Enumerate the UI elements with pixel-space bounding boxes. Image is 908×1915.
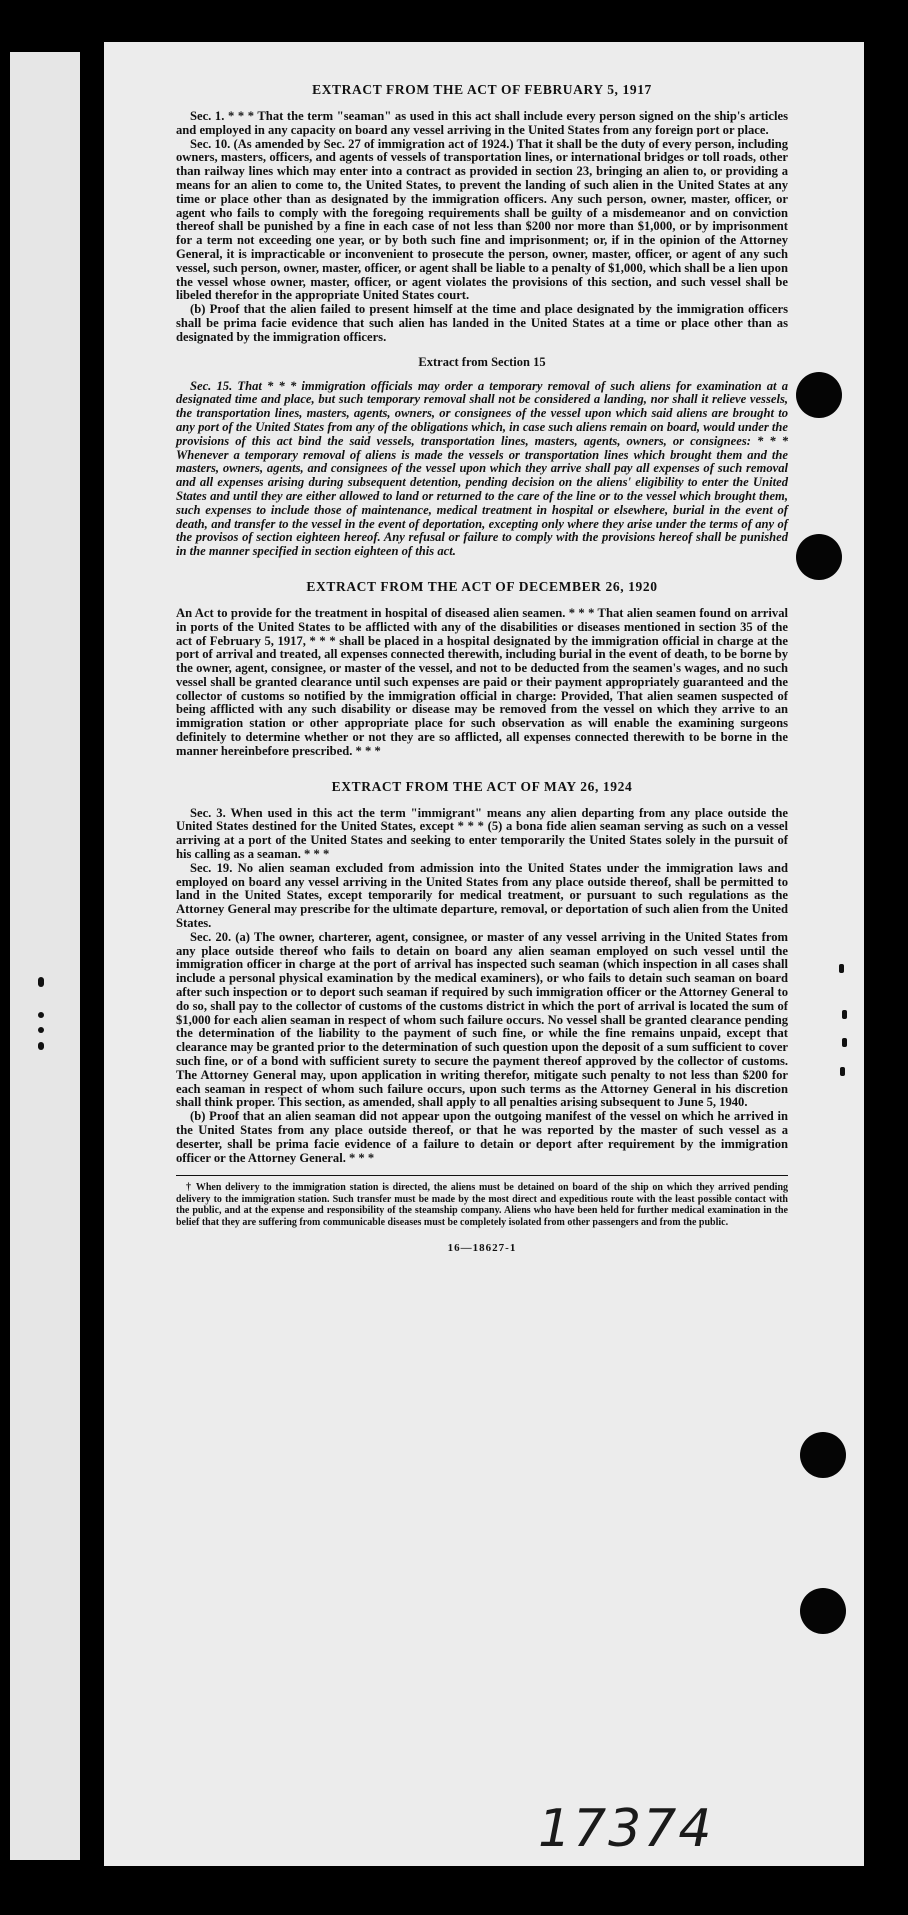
- punch-mark: [842, 1038, 847, 1047]
- paragraph-sec20b: (b) Proof that an alien seaman did not appear upon the outgoing manifest of the vessel on which he arrived in the United States from any place outside thereof, or that he was reported by the master of such vessel as a deserter, shall be prima facie evidence of a failure to detain or deport after requirement by the immigration officer or the Attorney General. * * *: [176, 1109, 788, 1165]
- paragraph-sec15: Sec. 15. That * * * immigration officials may order a temporary removal of such aliens for examination at a designated time and place, but such temporary removal shall not be considered a landing, nor shall it relieve vessels, the transportation lines, masters, agents, owners, or consignees of the vessel upon which said aliens are brought to any port of the United States from any of the obligations which, in case such aliens remain on board, would under the provisions of this act bind the said vessels, transportation lines, masters, agents, owners, or consignees: * * * Whenever a temporary removal of aliens is made the vessels or transportation lines which brought them and the masters, owners, agents, and consignees of the vessel upon which they arrive shall pay all expenses of such removal and all expenses arising during subsequent detention, pending decision on the aliens' eligibility to enter the United States and until they are either allowed to land or returned to the care of the line or to the vessel which brought them, such expenses to include those of maintenance, medical treatment in hospital or elsewhere, burial in the event of death, and transfer to the vessel in the event of deportation, excepting only where they arise under the terms of any of the provisos of section eighteen hereof. Any refusal or failure to comply with the provisions hereof shall be punished in the manner specified in section eighteen of this act.: [176, 378, 788, 559]
- paragraph-sec3: Sec. 3. When used in this act the term "immigrant" means any alien departing from any place outside the United States destined for the United States, except * * * (5) a bona fide alien seaman serving as such on a vessel arriving at a port of the United States and seeking to enter temporarily the United States solely in the pursuit of his calling as a seaman. * * *: [176, 805, 788, 862]
- paragraph-sec20a: Sec. 20. (a) The owner, charterer, agent, consignee, or master of any vessel arriving in the United States from any place outside thereof who fails to detain on board any alien seaman employed on such vessel until the immigration officer in charge at the port of arrival has inspected such seaman (which inspection in all cases shall include a personal physical examination by the medical examiners), or who fails to detain such seaman on board after such inspection or to deport such seaman if required by such immigration officer or the Attorney General to do so, shall pay to the collector of customs of the customs district in which the port of arrival is located the sum of $1,000 for each alien seaman in respect of whom such failure occurs. No vessel shall be granted clearance pending the determination of the liability to the payment of such fine, or while the fine remains unpaid, except that clearance may be granted prior to the determination of such question upon the deposit of a sum sufficient to cover such fine, or of a bond with sufficient surety to secure the payment thereof approved by the collector of customs. The Attorney General may, upon application in writing therefor, mitigate such penalty to not less than $200 for each seaman in respect of whom such failure occurs, upon such terms as the Attorney General in his discretion shall think proper. This section, as amended, shall apply to all penalties arising subsequent to June 5, 1940.: [176, 929, 788, 1110]
- paragraph-sec19: Sec. 19. No alien seaman excluded from admission into the United States under the immigration laws and employed on board any vessel arriving in the United States from any place outside thereof, shall be permitted to land in the United States, except temporarily for medical treatment, or pursuant to such regulations as the Attorney General may prescribe for the ultimate departure, removal, or deportation of such alien from the United States.: [176, 860, 788, 931]
- punch-mark: [38, 977, 44, 987]
- punch-hole: [800, 1588, 846, 1634]
- subheading-section-15: Extract from Section 15: [418, 354, 546, 369]
- print-code: 16—18627-1: [447, 1242, 517, 1255]
- section-heading-1920: EXTRACT FROM THE ACT OF DECEMBER 26, 1920: [306, 578, 658, 594]
- punch-hole: [796, 372, 842, 418]
- punch-hole: [800, 1432, 846, 1478]
- handwritten-number: 17374: [538, 1799, 714, 1859]
- paragraph-act-1920: An Act to provide for the treatment in hospital of diseased alien seamen. * * * That alien seamen found on arrival in ports of the United States to be afflicted with any of the disabilities or diseases mentioned in section 35 of the act of February 5, 1917, * * * shall be placed in a hospital designated by the immigration official in charge at the port of arrival and treated, all expenses connected therewith, including burial in the event of death, to be borne by the owner, agent, consignee, or master of the vessel, and not to be deducted from the seamen's wages, and no such vessel shall be granted clearance until such expenses are paid or their payment appropriately guaranteed and the collector of customs so notified by the immigration official in charge: Provided, That alien seamen suspected of being afflicted with any such disability or disease may be removed from the vessel on which they arrive to an immigration station or other appropriate place for such observation as will enable the examining surgeons definitely to determine whether or not they are so afflicted, all expenses connected therewith to be borne in the manner hereinbefore prescribed. * * *: [176, 605, 788, 758]
- punch-mark: [840, 1067, 845, 1076]
- paragraph-sec10b: (b) Proof that the alien failed to present himself at the time and place designated by the immigration officers shall be prima facie evidence that such alien has landed in the United States at a time or place other than as designated by the immigration officers.: [176, 302, 788, 344]
- section-heading-1917: EXTRACT FROM THE ACT OF FEBRUARY 5, 1917: [312, 82, 652, 97]
- footnote-divider: [176, 1175, 788, 1176]
- adjacent-page-strip: [10, 52, 80, 1860]
- punch-mark: [38, 1012, 44, 1018]
- paragraph-sec10: Sec. 10. (As amended by Sec. 27 of immigration act of 1924.) That it shall be the duty of every person, including owners, masters, officers, and agents of vessels of transportation lines, or international bridges or toll roads, other than railway lines which may enter into a contract as provided in section 23, bringing an alien to, or providing a means for an alien to come to, the United States, to prevent the landing of such alien in the United States at any time or place other than as designated by the immigration officers. Any such person, owner, master, officer, or agent who fails to comply with the foregoing requirements shall be guilty of a misdemeanor and on conviction thereof shall be punished by a fine in each case of not less than $200 nor more than $1,000, or by imprisonment for a term not exceeding one year, or by both such fine and imprisonment; or, if in the opinion of the Attorney General, it is impracticable or inconvenient to prosecute the person, owner, master, officer, or agent of any such vessel, such person, owner, master, officer, or agent shall be liable to a penalty of $1,000, which shall be a lien upon the vessel whose owner, master, officer, or agent violates the provisions of this section, and such vessel shall be libeled therefor in the appropriate United States court.: [176, 136, 788, 303]
- punch-mark: [839, 964, 844, 973]
- document-page: [104, 42, 864, 1866]
- punch-mark: [38, 1027, 44, 1033]
- document-body: [176, 82, 788, 1254]
- paragraph-sec1: Sec. 1. * * * That the term "seaman" as used in this act shall include every person signed on the ship's articles and employed in any capacity on board any vessel arriving in the United States from any foreign port or place.: [176, 109, 788, 137]
- punch-mark: [38, 1042, 44, 1050]
- punch-mark: [842, 1010, 847, 1019]
- section-heading-1924: EXTRACT FROM THE ACT OF MAY 26, 1924: [331, 778, 633, 794]
- footnote: † When delivery to the immigration station is directed, the aliens must be detained on board of the ship on which they arrived pending delivery to the immigration station. Such transfer must be made by the most direct and expeditious route with the least possible contact with the public, and at the expense and responsibility of the steamship company. Aliens who have been held for further medical examination in the belief that they are suffering from communicable diseases must be completely isolated from other passengers and from the public.: [176, 1182, 788, 1228]
- punch-hole: [796, 534, 842, 580]
